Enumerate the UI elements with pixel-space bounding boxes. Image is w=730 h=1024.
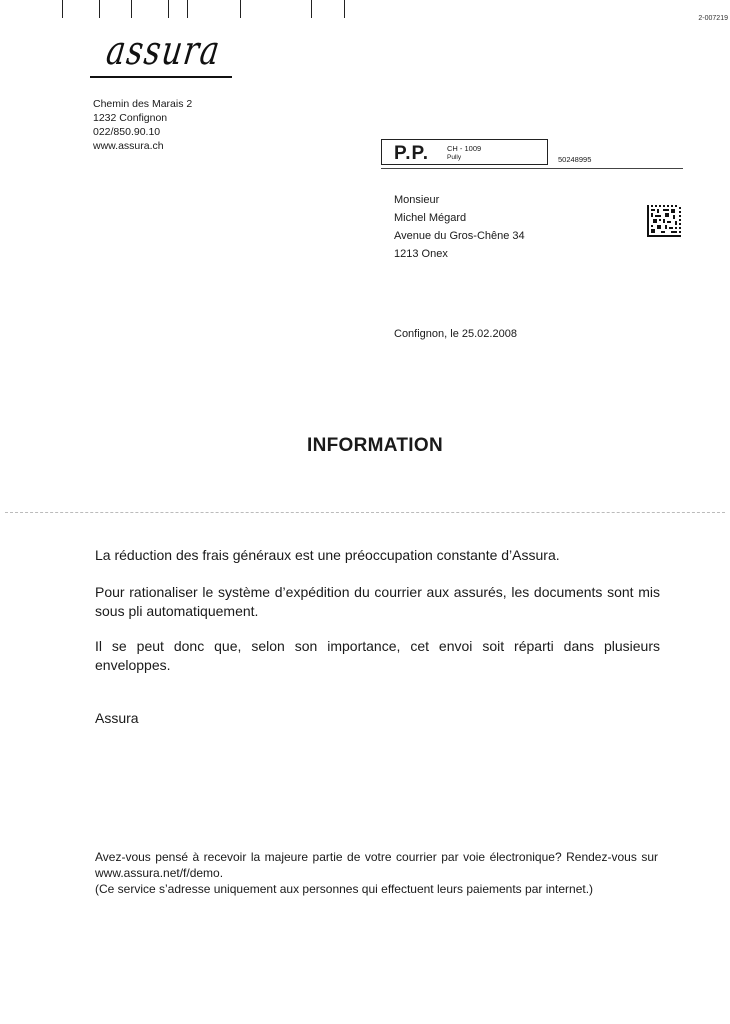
- document-reference: 2-007219: [698, 15, 728, 22]
- body-paragraph-3: Il se peut donc que, selon son importance, cet envoi soit réparti dans plusieurs enveloppes.: [95, 638, 660, 673]
- sender-city: 1232 Confignon: [93, 112, 168, 124]
- sender-website: www.assura.ch: [93, 140, 164, 152]
- registration-mark: [131, 0, 132, 18]
- registration-mark: [240, 0, 241, 18]
- logo-underline: [90, 76, 232, 78]
- registration-mark: [344, 0, 345, 18]
- footer-line-2: (Ce service s’adresse uniquement aux personnes qui effectuent leurs paiements par internet.): [95, 882, 594, 896]
- postage-city: Pully: [447, 154, 462, 161]
- fold-divider: [5, 512, 725, 513]
- postage-label: P.P.: [394, 143, 430, 164]
- registration-mark: [99, 0, 100, 18]
- postage-code: CH - 1009: [447, 144, 482, 153]
- registration-mark: [168, 0, 169, 18]
- page-title: INFORMATION: [307, 435, 443, 456]
- recipient-salutation: Monsieur: [394, 194, 440, 206]
- footer-note: [95, 849, 658, 897]
- body-paragraph-1: La réduction des frais généraux est une préoccupation constante d’Assura.: [95, 547, 560, 563]
- footer-line-1: Avez-vous pensé à recevoir la majeure partie de votre courrier par voie électronique? Rendez-vous sur www.assura.net/f/demo.: [95, 850, 658, 880]
- sender-address: [93, 97, 192, 153]
- registration-mark: [62, 0, 63, 18]
- registration-mark: [311, 0, 312, 18]
- datamatrix-barcode-icon: [647, 205, 681, 237]
- registration-mark: [187, 0, 188, 18]
- signature: Assura: [95, 710, 139, 726]
- recipient-city: 1213 Onex: [394, 248, 448, 260]
- postage-underline: [381, 168, 683, 169]
- body-paragraph-2: Pour rationaliser le système d’expédition du courrier aux assurés, les documents sont mis sous pli automatiquement.: [95, 584, 660, 619]
- postage-number: 50248995: [558, 155, 592, 164]
- recipient-address: [394, 191, 525, 263]
- sender-street: Chemin des Marais 2: [93, 98, 193, 110]
- recipient-name: Michel Mégard: [394, 212, 467, 224]
- date-line: Confignon, le 25.02.2008: [394, 328, 517, 340]
- recipient-street: Avenue du Gros-Chêne 34: [394, 230, 525, 242]
- assura-logo: assura: [103, 28, 224, 74]
- sender-phone: 022/850.90.10: [93, 126, 161, 138]
